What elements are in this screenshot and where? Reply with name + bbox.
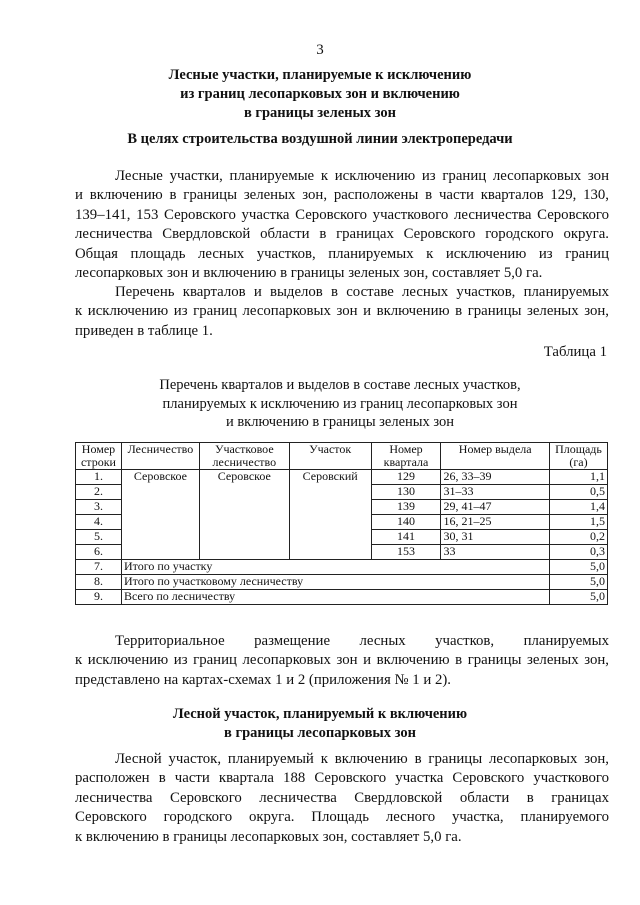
- cell-row-number: 3.: [76, 500, 122, 515]
- page-number: 3: [316, 42, 324, 58]
- section-heading: [0, 66, 640, 123]
- text-line: Лесной участок, планируемый к включению в границы лесопарковых зон,: [115, 751, 609, 767]
- text-line: приведен в таблице 1.: [75, 322, 213, 339]
- cell-row-number: 1.: [76, 470, 122, 485]
- cell-quarter: 153: [371, 545, 441, 560]
- text-line: лесничества Серовского лесничества Свердловской области в границах: [75, 789, 609, 806]
- header-text: квартала: [383, 455, 429, 469]
- cell-row-number: 2.: [76, 485, 122, 500]
- table-title-line: планируемых к исключению из границ лесопарковых зон: [162, 395, 518, 412]
- cell-area: 5,0: [549, 590, 607, 605]
- text-line: Территориальное размещение лесных участков, планируемых: [115, 633, 609, 649]
- header-quarter: [371, 443, 441, 470]
- text-line: к исключению из границ лесопарковых зон и включению в границы зеленых зон,: [75, 652, 609, 669]
- heading-line: Лесные участки, планируемые к исключению: [168, 67, 472, 83]
- cell-row-number: 4.: [76, 515, 122, 530]
- header-text: Участковое: [214, 442, 274, 456]
- header-allotment: Номер выдела: [441, 443, 550, 470]
- cell-plot: Серовский: [289, 470, 371, 560]
- cell-row-number: 9.: [76, 590, 122, 605]
- table-title-line: и включению в границы зеленых зон: [225, 414, 455, 430]
- paragraph-inclusion: [75, 750, 609, 847]
- cell-row-number: 7.: [76, 560, 122, 575]
- cell-row-number: 6.: [76, 545, 122, 560]
- cell-area: 0,3: [549, 545, 607, 560]
- cell-row-number: 5.: [76, 530, 122, 545]
- text-line: лесничества Свердловской области в границах Серовского городского округа.: [75, 226, 609, 243]
- paragraph-description: [75, 167, 609, 283]
- cell-total-label: Итого по участковому лесничеству: [121, 575, 549, 590]
- paragraph-table-reference: [75, 283, 609, 341]
- text-line: лесопарковых зон и включению в границы зеленых зон, составляет 5,0 га.: [75, 265, 543, 282]
- cell-area: 1,4: [549, 500, 607, 515]
- subsection-heading: В целях строительства воздушной линии электропередачи: [127, 131, 513, 147]
- cell-area: 5,0: [549, 560, 607, 575]
- table-row: [76, 470, 608, 485]
- cell-area: 1,1: [549, 470, 607, 485]
- cell-total-label: Всего по лесничеству: [121, 590, 549, 605]
- text-line: к исключению из границ лесопарковых зон и включению в границы зеленых зон,: [75, 303, 609, 320]
- text-line: Лесные участки, планируемые к исключению из границ лесопарковых зон: [115, 168, 609, 184]
- header-text: строки: [80, 455, 116, 469]
- cell-quarter: 129: [371, 470, 441, 485]
- header-text: Номер: [81, 442, 116, 456]
- header-plot: Участок: [289, 443, 371, 470]
- section-heading-2: [0, 705, 640, 743]
- cell-quarter: 130: [371, 485, 441, 500]
- text-line: к включению в границы лесопарковых зон, составляет 5,0 га.: [75, 828, 462, 845]
- cell-forestry: Серовское: [121, 470, 199, 560]
- heading-line: Лесной участок, планируемый к включению: [172, 706, 468, 722]
- heading-line: из границ лесопарковых зон и включению: [180, 86, 460, 102]
- cell-allotment: 16, 21–25: [441, 515, 550, 530]
- header-text: Площадь: [555, 442, 602, 456]
- cell-allotment: 33: [441, 545, 550, 560]
- text-line: и включению в границы зеленых зон, расположены в части кварталов 129, 130,: [75, 187, 609, 204]
- cell-area: 0,5: [549, 485, 607, 500]
- cell-row-number: 8.: [76, 575, 122, 590]
- table-title-line: Перечень кварталов и выделов в составе лесных участков,: [159, 377, 521, 393]
- heading-line: в границы лесопарковых зон: [224, 725, 416, 741]
- header-forestry: Лесничество: [121, 443, 199, 470]
- table-total-row: [76, 575, 608, 590]
- cell-allotment: 29, 41–47: [441, 500, 550, 515]
- cell-quarter: 141: [371, 530, 441, 545]
- table-caption: Таблица 1: [543, 344, 607, 360]
- heading-line: в границы зеленых зон: [243, 105, 397, 121]
- table-title: [0, 376, 640, 432]
- cell-allotment: 31–33: [441, 485, 550, 500]
- cell-quarter: 139: [371, 500, 441, 515]
- cell-quarter: 140: [371, 515, 441, 530]
- text-line: 139–141, 153 Серовского участка Серовского участкового лесничества Серовского: [75, 206, 609, 223]
- cell-district-forestry: Серовское: [199, 470, 289, 560]
- cell-total-label: Итого по участку: [121, 560, 549, 575]
- table-header-row: [76, 443, 608, 470]
- paragraph-maps-reference: [75, 632, 609, 690]
- text-line: Общая площадь лесных участков, планируемых к исключению из границ: [75, 245, 609, 262]
- cell-area: 1,5: [549, 515, 607, 530]
- table-total-row: [76, 560, 608, 575]
- text-line: Серовского городского округа. Площадь лесного участка, планируемого: [75, 809, 609, 826]
- header-district-forestry: [199, 443, 289, 470]
- header-row-number: [76, 443, 122, 470]
- table-total-row: [76, 590, 608, 605]
- header-text: Номер: [389, 442, 423, 456]
- text-line: Перечень кварталов и выделов в составе лесных участков, планируемых: [115, 284, 609, 300]
- cell-allotment: 26, 33–39: [441, 470, 550, 485]
- header-text: (га): [569, 455, 588, 469]
- header-area: [549, 443, 607, 470]
- allotments-table: [75, 442, 608, 605]
- cell-area: 0,2: [549, 530, 607, 545]
- text-line: расположен в части квартала 188 Серовского участка Серовского участкового: [75, 770, 609, 787]
- cell-area: 5,0: [549, 575, 607, 590]
- header-text: лесничество: [212, 455, 277, 469]
- cell-allotment: 30, 31: [441, 530, 550, 545]
- text-line: представлено на картах-схемах 1 и 2 (приложения № 1 и 2).: [75, 671, 452, 688]
